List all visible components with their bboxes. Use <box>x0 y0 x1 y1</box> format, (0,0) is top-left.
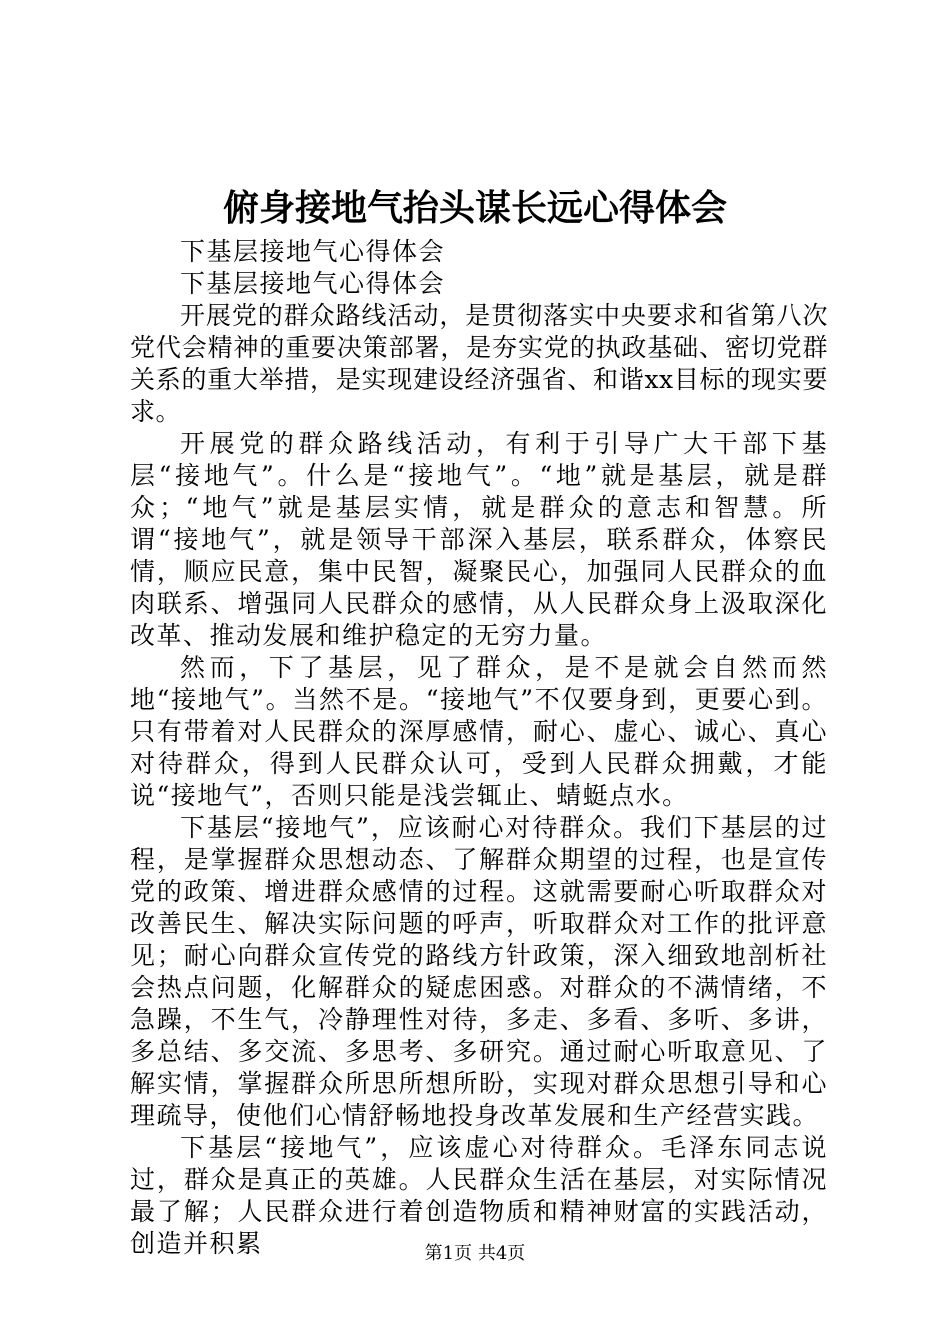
paragraph-humility: 下基层“接地气”，应该虚心对待群众。毛泽东同志说过，群众是真正的英雄。人民群众生活在基层，对实际情况最了解；人民群众进行着创造物质和精神财富的实践活动，创造并积累 <box>130 1133 828 1258</box>
subtitle-line-2: 下基层接地气心得体会 <box>180 269 446 298</box>
page-number-footer: 第1页 共4页 <box>424 1243 526 1264</box>
paragraph-heart-matters: 然而，下了基层，见了群众，是不是就会自然而然地“接地气”。当然不是。“接地气”不仅要身到，更要心到。只有带着对人民群众的深厚感情，耐心、虚心、诚心、真心对待群众，得到人民群众认可，受到人民群众拥戴，才能说“接地气”，否则只能是浅尝辄止、蜻蜓点水。 <box>130 653 828 810</box>
subtitle-line-1: 下基层接地气心得体会 <box>180 237 446 266</box>
paragraph-intro: 开展党的群众路线活动，是贯彻落实中央要求和省第八次党代会精神的重要决策部署，是夯实党的执政基础、密切党群关系的重大举措，是实现建设经济强省、和谐xx目标的现实要求。 <box>130 301 828 426</box>
document-title: 俯身接地气抬头谋长远心得体会 <box>222 187 727 229</box>
document-body <box>130 236 828 1260</box>
paragraph-patience: 下基层“接地气”，应该耐心对待群众。我们下基层的过程，是掌握群众思想动态、了解群众期望的过程，也是宣传党的政策、增进群众感情的过程。这就需要耐心听取群众对改善民生、解决实际问题的呼声，听取群众对工作的批评意见；耐心向群众宣传党的路线方针政策，深入细致地剖析社会热点问题，化解群众的疑虑困惑。对群众的不满情绪，不急躁，不生气，冷静理性对待，多走、多看、多听、多讲，多总结、多交流、多思考、多研究。通过耐心听取意见、了解实情，掌握群众所思所想所盼，实现对群众思想引导和心理疏导，使他们心情舒畅地投身改革发展和生产经营实践。 <box>130 813 828 1130</box>
paragraph-jiediqi-meaning: 开展党的群众路线活动，有利于引导广大干部下基层“接地气”。什么是“接地气”。“地”就是基层，就是群众；“地气”就是基层实情，就是群众的意志和智慧。所谓“接地气”，就是领导干部深入基层，联系群众，体察民情，顺应民意，集中民智，凝聚民心，加强同人民群众的血肉联系、增强同人民群众的感情，从人民群众身上汲取深化改革、推动发展和维护稳定的无穷力量。 <box>130 429 828 650</box>
